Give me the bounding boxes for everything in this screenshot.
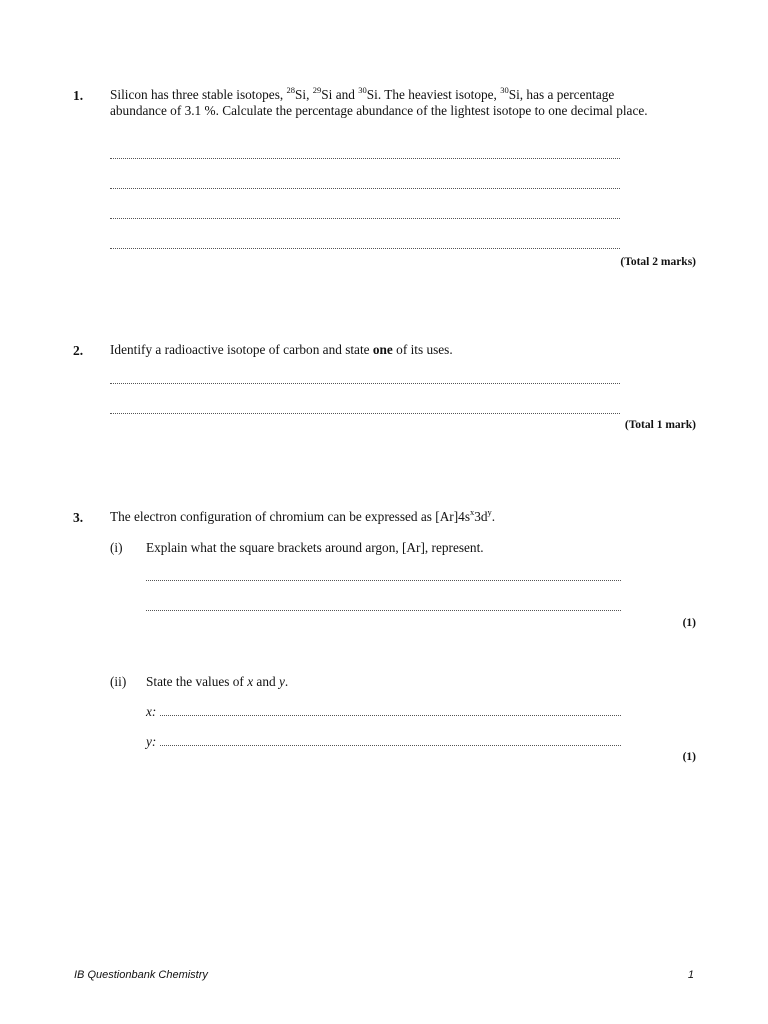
q3-ii-and: and	[253, 674, 279, 689]
q1-si-1: Si	[295, 87, 307, 102]
q3-ii-x-answer-line[interactable]	[160, 715, 621, 716]
q1-sep: ,	[306, 87, 313, 102]
q3-text-a: The electron configuration of chromium can be expressed as [Ar]4s	[110, 509, 470, 524]
q3-ii-y-answer-line[interactable]	[160, 745, 621, 746]
q3-i-marks: (1)	[682, 617, 696, 629]
q3-ii-marks: (1)	[682, 751, 696, 763]
q3-ii-var-y: y	[278, 674, 285, 689]
q1-iso28: 28	[286, 84, 296, 95]
q3-ii-y-label: y:	[146, 734, 157, 749]
q1-text-a: Silicon has three stable isotopes,	[110, 87, 287, 102]
q2-text	[110, 342, 665, 358]
footer-title: IB Questionbank Chemistry	[74, 969, 208, 981]
q1-answer-line-2[interactable]	[110, 188, 620, 189]
q3-i-answer-line-2[interactable]	[146, 610, 621, 611]
q1-text-b: . The heaviest isotope,	[377, 87, 501, 102]
footer-page-number: 1	[687, 969, 694, 981]
q1-text-c: , has a percentage abundance of 3.1 %. Calculate the percentage abundance of the lightest isotope to one decimal place.	[110, 87, 648, 118]
q3-text	[110, 506, 665, 525]
q1-iso29: 29	[312, 84, 322, 95]
q3-number: 3.	[73, 510, 84, 525]
q1-iso30-b: 30	[500, 84, 509, 95]
q2-total-marks: (Total 1 mark)	[624, 419, 696, 431]
q3-part-i-label: (i)	[110, 540, 123, 555]
q3-part-i-text: Explain what the square brackets around argon, [Ar], represent.	[146, 540, 484, 555]
q1-total-marks: (Total 2 marks)	[620, 256, 696, 268]
q1-si-2: Si	[321, 87, 333, 102]
q1-answer-line-3[interactable]	[110, 218, 620, 219]
q1-iso30: 30	[358, 84, 367, 95]
q3-i-answer-line-1[interactable]	[146, 580, 621, 581]
q1-number: 1.	[73, 88, 84, 103]
q3-part-ii-text	[146, 674, 646, 690]
q2-text-b: of its uses.	[392, 342, 453, 357]
q3-sup-y: y	[487, 506, 492, 517]
q2-number: 2.	[73, 343, 84, 358]
q1-and: and	[332, 87, 359, 102]
q3-ii-var-x: x	[247, 674, 254, 689]
q3-text-end: .	[491, 509, 496, 524]
q2-answer-line-1[interactable]	[110, 383, 620, 384]
q1-si-3: Si	[366, 87, 378, 102]
q2-answer-line-2[interactable]	[110, 413, 620, 414]
q2-bold-word: one	[372, 342, 393, 357]
q3-text-mid: 3d	[474, 509, 488, 524]
q1-answer-line-4[interactable]	[110, 248, 620, 249]
q2-text-a: Identify a radioactive isotope of carbon and state	[110, 342, 373, 357]
q1-text	[110, 84, 665, 119]
q3-ii-text-end: .	[284, 674, 289, 689]
q3-ii-x-label: x:	[146, 704, 157, 719]
q3-part-ii-label: (ii)	[110, 674, 127, 689]
q1-si-4: Si	[508, 87, 520, 102]
q3-sup-x: x	[470, 506, 475, 517]
q3-ii-text-a: State the values of	[146, 674, 248, 689]
q1-answer-line-1[interactable]	[110, 158, 620, 159]
